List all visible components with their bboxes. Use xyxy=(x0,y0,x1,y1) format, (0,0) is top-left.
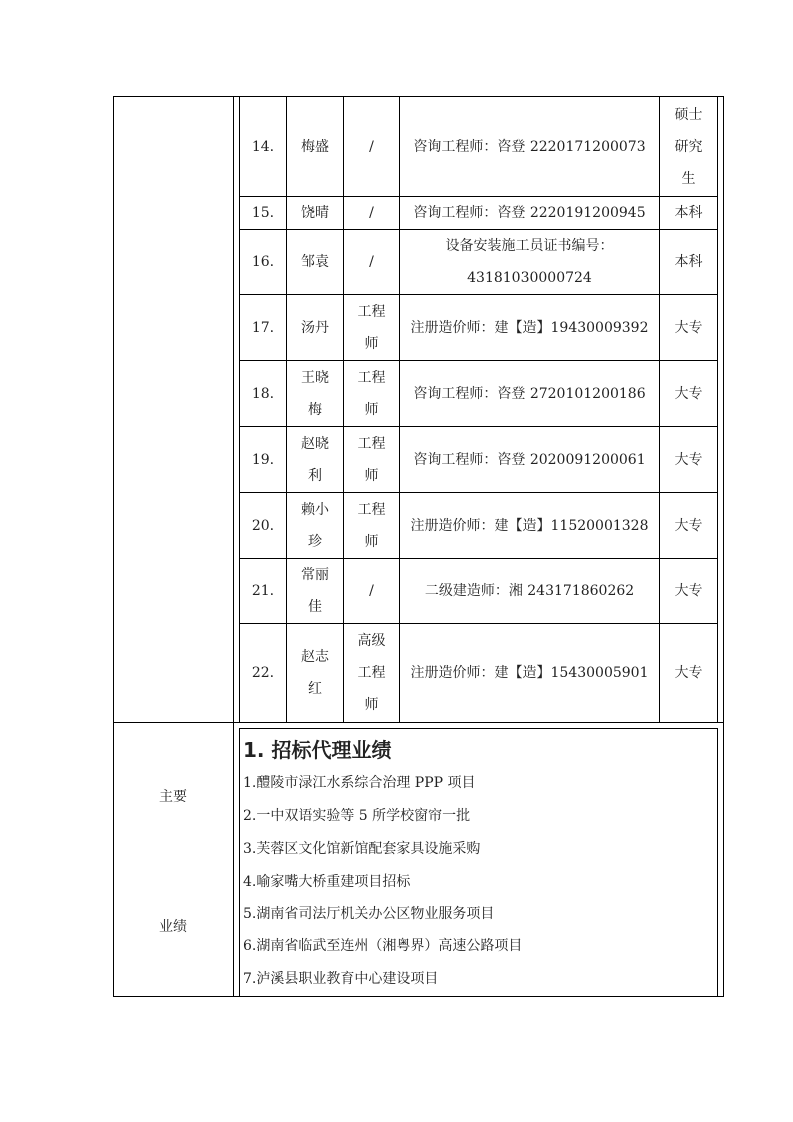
achievement-item: 2.一中双语实验等 5 所学校窗帘一批 xyxy=(243,808,471,824)
row-22-name: 赵志红 xyxy=(301,649,329,697)
row-20-title: 工程师 xyxy=(357,501,386,550)
section-label-top: 主要 xyxy=(159,789,187,805)
row-21-edu: 大专 xyxy=(674,583,703,599)
row-22-cert: 注册造价师：建【造】15430005901 xyxy=(410,665,649,681)
row-19-no: 19. xyxy=(251,451,275,468)
row-16-cert: 设备安装施工员证书编号： 43181030000724 xyxy=(445,238,614,286)
row-19-title: 工程师 xyxy=(357,435,386,484)
row-15-title: / xyxy=(369,205,374,221)
row-15-cert: 咨询工程师：咨登 2220191200945 xyxy=(413,205,646,221)
section-heading: 1. 招标代理业绩 xyxy=(243,738,392,762)
achievement-item: 4.喻家嘴大桥重建项目招标 xyxy=(243,874,411,890)
row-15-edu: 本科 xyxy=(674,205,703,221)
row-21-no: 21. xyxy=(251,583,275,599)
row-19-edu: 大专 xyxy=(674,451,703,468)
section-frame-left xyxy=(239,728,240,996)
inner-right-border xyxy=(717,96,718,722)
row-18-name: 王晓梅 xyxy=(301,369,329,418)
label-column-divider xyxy=(233,96,234,997)
row-18-title: 工程师 xyxy=(357,369,386,418)
achievement-item: 5.湖南省司法厅机关办公区物业服务项目 xyxy=(243,906,495,922)
achievement-item: 1.醴陵市渌江水系综合治理 PPP 项目 xyxy=(243,775,476,791)
section-label-bottom: 业绩 xyxy=(159,919,187,935)
section-frame-top xyxy=(239,728,718,729)
row-15-no: 15. xyxy=(251,205,275,221)
outer-right-border xyxy=(723,96,724,997)
row-21-cert: 二级建造师：湘 243171860262 xyxy=(424,583,635,599)
outer-bottom-border xyxy=(113,996,724,997)
row-17-edu: 大专 xyxy=(674,319,703,336)
row-18-no: 18. xyxy=(251,385,275,402)
row-14-no: 14. xyxy=(251,138,275,155)
row-21-title: / xyxy=(369,583,374,599)
row-14-edu: 硕士研究生 xyxy=(674,106,703,187)
row-16-name: 邹袁 xyxy=(301,254,329,270)
row-20-no: 20. xyxy=(251,517,275,534)
row-21-name: 常丽佳 xyxy=(301,567,329,615)
row-14-title: / xyxy=(369,138,374,155)
section-frame-right xyxy=(717,728,718,996)
row-16-title: / xyxy=(369,254,374,270)
row-16-no: 16. xyxy=(251,254,275,270)
row-19-cert: 咨询工程师：咨登 2020091200061 xyxy=(413,451,646,468)
row-22-edu: 大专 xyxy=(674,665,703,681)
row-20-name: 赖小珍 xyxy=(301,501,329,550)
row-22-title: 高级工程师 xyxy=(357,633,386,713)
achievement-item: 7.泸溪县职业教育中心建设项目 xyxy=(243,971,439,987)
row-22-no: 22. xyxy=(251,665,275,681)
row-18-edu: 大专 xyxy=(674,385,703,402)
achievement-item: 3.芙蓉区文化馆新馆配套家具设施采购 xyxy=(243,841,481,857)
row-15-name: 饶晴 xyxy=(301,205,329,221)
row-17-no: 17. xyxy=(251,319,275,336)
achievement-item: 6.湖南省临武至连州（湘粤界）高速公路项目 xyxy=(243,938,523,954)
row-17-name: 汤丹 xyxy=(301,319,329,336)
row-17-title: 工程师 xyxy=(357,303,386,352)
row-19-name: 赵晓利 xyxy=(301,435,329,484)
row-18-cert: 咨询工程师：咨登 2720101200186 xyxy=(413,385,646,402)
row-14-cert: 咨询工程师：咨登 2220171200073 xyxy=(413,138,646,155)
row-14-name: 梅盛 xyxy=(301,138,329,155)
row-16-edu: 本科 xyxy=(674,254,703,270)
outer-mid-divider xyxy=(113,722,724,723)
row-20-cert: 注册造价师：建【造】11520001328 xyxy=(410,517,649,534)
row-20-edu: 大专 xyxy=(674,517,703,534)
outer-left-border xyxy=(113,96,114,997)
row-17-cert: 注册造价师：建【造】19430009392 xyxy=(410,319,649,336)
